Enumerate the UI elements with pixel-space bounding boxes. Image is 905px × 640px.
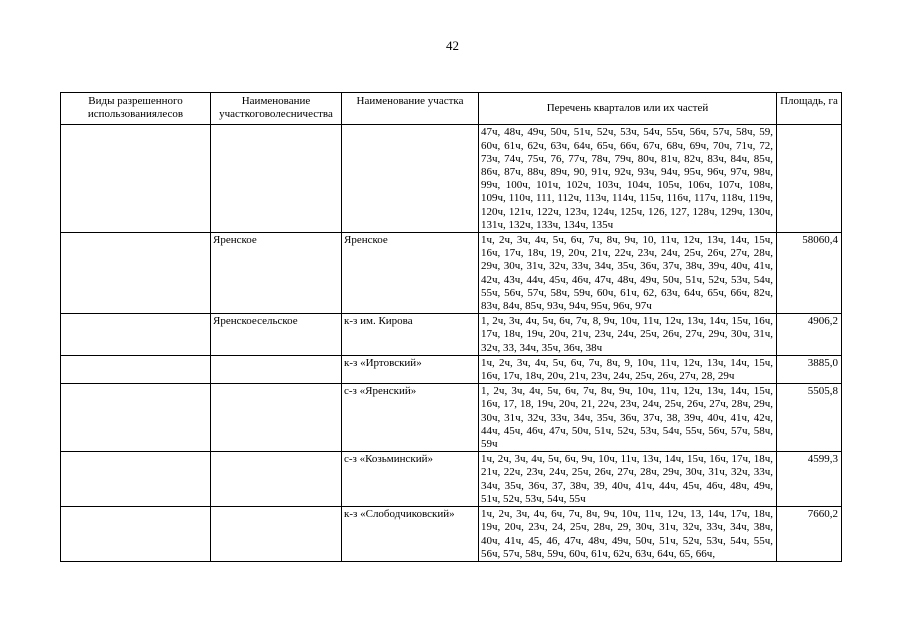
cell-area: 4599,3 bbox=[777, 452, 842, 507]
table-row bbox=[61, 355, 842, 383]
cell-forestry bbox=[211, 355, 342, 383]
cell-forestry: Яренскоесельское bbox=[211, 314, 342, 356]
cell-site: Яренское bbox=[342, 233, 479, 314]
cell-area: 5505,8 bbox=[777, 384, 842, 452]
cell-quarters: 1, 2ч, 3ч, 4ч, 5ч, 6ч, 7ч, 8, 9ч, 10ч, 11ч, 12ч, 13ч, 14ч, 15ч, 16ч, 17ч, 18ч, 19ч, 20ч, 21ч, 23ч, 24ч, 25ч, 26ч, 27ч, 29ч, 30ч, 31ч, 32ч, 33, 34ч, 35ч, 36ч, 38ч bbox=[479, 314, 777, 356]
cell-use-type bbox=[61, 125, 211, 233]
page-number: 42 bbox=[446, 38, 459, 53]
cell-use-type bbox=[61, 314, 211, 356]
cell-site bbox=[342, 125, 479, 233]
table-row bbox=[61, 233, 842, 314]
table-row bbox=[61, 507, 842, 562]
cell-use-type bbox=[61, 507, 211, 562]
cell-site: с-з «Яренский» bbox=[342, 384, 479, 452]
table-row bbox=[61, 452, 842, 507]
cell-site: к-з им. Кирова bbox=[342, 314, 479, 356]
cell-area: 7660,2 bbox=[777, 507, 842, 562]
cell-forestry bbox=[211, 507, 342, 562]
table-row bbox=[61, 314, 842, 356]
cell-use-type bbox=[61, 452, 211, 507]
cell-area: 3885,0 bbox=[777, 355, 842, 383]
cell-quarters: 1ч, 2ч, 3ч, 4ч, 5ч, 6ч, 7ч, 8ч, 9, 10ч, 11ч, 12ч, 13ч, 14ч, 15ч, 16ч, 17ч, 18ч, 20ч, 21ч, 23ч, 24ч, 25ч, 26ч, 27ч, 28, 29ч bbox=[479, 355, 777, 383]
cell-site: к-з «Иртовский» bbox=[342, 355, 479, 383]
cell-forestry bbox=[211, 384, 342, 452]
cell-area bbox=[777, 125, 842, 233]
table-row bbox=[61, 125, 842, 233]
cell-site: к-з «Слободчиковский» bbox=[342, 507, 479, 562]
cell-area: 58060,4 bbox=[777, 233, 842, 314]
table-row bbox=[61, 384, 842, 452]
cell-quarters: 1ч, 2ч, 3ч, 4ч, 5ч, 6ч, 9ч, 10ч, 11ч, 13ч, 14ч, 15ч, 16ч, 17ч, 18ч, 21ч, 22ч, 23ч, 24ч, 25ч, 26ч, 27ч, 28ч, 29ч, 30ч, 31ч, 32ч, 33ч, 34ч, 35ч, 36ч, 37, 38ч, 39, 40ч, 41ч, 44ч, 45ч, 46ч, 48ч, 49ч, 51ч, 52ч, 53ч, 54ч, 55ч bbox=[479, 452, 777, 507]
cell-forestry: Яренское bbox=[211, 233, 342, 314]
cell-use-type bbox=[61, 384, 211, 452]
cell-site: с-з «Козьминский» bbox=[342, 452, 479, 507]
cell-quarters: 1ч, 2ч, 3ч, 4ч, 6ч, 7ч, 8ч, 9ч, 10ч, 11ч, 12ч, 13, 14ч, 17ч, 18ч, 19ч, 20ч, 23ч, 24, 25ч, 28ч, 29, 30ч, 31ч, 32ч, 33ч, 34ч, 38ч, 40ч, 41ч, 45, 46, 47ч, 48ч, 49ч, 50ч, 51ч, 52ч, 53ч, 54ч, 55ч, 56ч, 57ч, 58ч, 59ч, 60ч, 61ч, 62ч, 63ч, 64ч, 65, 66ч, bbox=[479, 507, 777, 562]
cell-forestry bbox=[211, 125, 342, 233]
cell-use-type bbox=[61, 355, 211, 383]
header-forestry: Наименование участкоговолесничества bbox=[211, 93, 342, 125]
cell-use-type bbox=[61, 233, 211, 314]
cell-quarters: 1ч, 2ч, 3ч, 4ч, 5ч, 6ч, 7ч, 8ч, 9ч, 10, 11ч, 12ч, 13ч, 14ч, 15ч, 16ч, 17ч, 18ч, 19, 20ч, 21ч, 22ч, 23ч, 24ч, 25ч, 26ч, 27ч, 28ч, 29ч, 30ч, 31ч, 32ч, 33ч, 34ч, 35ч, 36ч, 37ч, 38ч, 39ч, 40ч, 41ч, 42ч, 43ч, 44ч, 45ч, 46ч, 47ч, 48ч, 49ч, 50ч, 51ч, 52ч, 53ч, 54ч, 55ч, 56ч, 57ч, 58ч, 59ч, 60ч, 61ч, 62, 63ч, 64ч, 65ч, 66ч, 82ч, 83ч, 84ч, 85ч, 93ч, 94ч, 95ч, 96ч, 97ч bbox=[479, 233, 777, 314]
header-site: Наименование участка bbox=[342, 93, 479, 125]
header-use-type: Виды разрешенного использованиялесов bbox=[61, 93, 211, 125]
cell-quarters: 1, 2ч, 3ч, 4ч, 5ч, 6ч, 7ч, 8ч, 9ч, 10ч, 11ч, 12ч, 13ч, 14ч, 15ч, 16ч, 17, 18, 19ч, 20ч, 21, 22ч, 23ч, 24ч, 25ч, 26ч, 27ч, 28ч, 29ч, 30ч, 31ч, 32ч, 33ч, 34ч, 35ч, 36ч, 37ч, 38, 39ч, 40ч, 41ч, 42ч, 44ч, 45ч, 46ч, 47ч, 50ч, 51ч, 52ч, 53ч, 54ч, 55ч, 56ч, 57ч, 58ч, 59ч bbox=[479, 384, 777, 452]
forest-quarters-table bbox=[60, 92, 842, 562]
table-header-row bbox=[61, 93, 842, 125]
header-area: Площадь, га bbox=[777, 93, 842, 125]
cell-forestry bbox=[211, 452, 342, 507]
cell-quarters: 47ч, 48ч, 49ч, 50ч, 51ч, 52ч, 53ч, 54ч, 55ч, 56ч, 57ч, 58ч, 59, 60ч, 61ч, 62ч, 63ч, 64ч, 65ч, 66ч, 67ч, 68ч, 69ч, 70ч, 71ч, 72, 73ч, 74ч, 75ч, 76, 77ч, 78ч, 79ч, 80ч, 81ч, 82ч, 83ч, 84ч, 85ч, 86ч, 87ч, 88ч, 89ч, 90, 91ч, 92ч, 93ч, 94ч, 95ч, 96ч, 97ч, 98ч, 99ч, 100ч, 101ч, 102ч, 103ч, 104ч, 105ч, 106ч, 107ч, 108ч, 109ч, 110ч, 111, 112ч, 113ч, 114ч, 115ч, 116ч, 117ч, 118ч, 119ч, 120ч, 121ч, 122ч, 123ч, 124ч, 125ч, 126, 127, 128ч, 129ч, 130ч, 131ч, 132ч, 133ч, 134ч, 135ч bbox=[479, 125, 777, 233]
header-quarters: Перечень кварталов или их частей bbox=[479, 93, 777, 125]
cell-area: 4906,2 bbox=[777, 314, 842, 356]
